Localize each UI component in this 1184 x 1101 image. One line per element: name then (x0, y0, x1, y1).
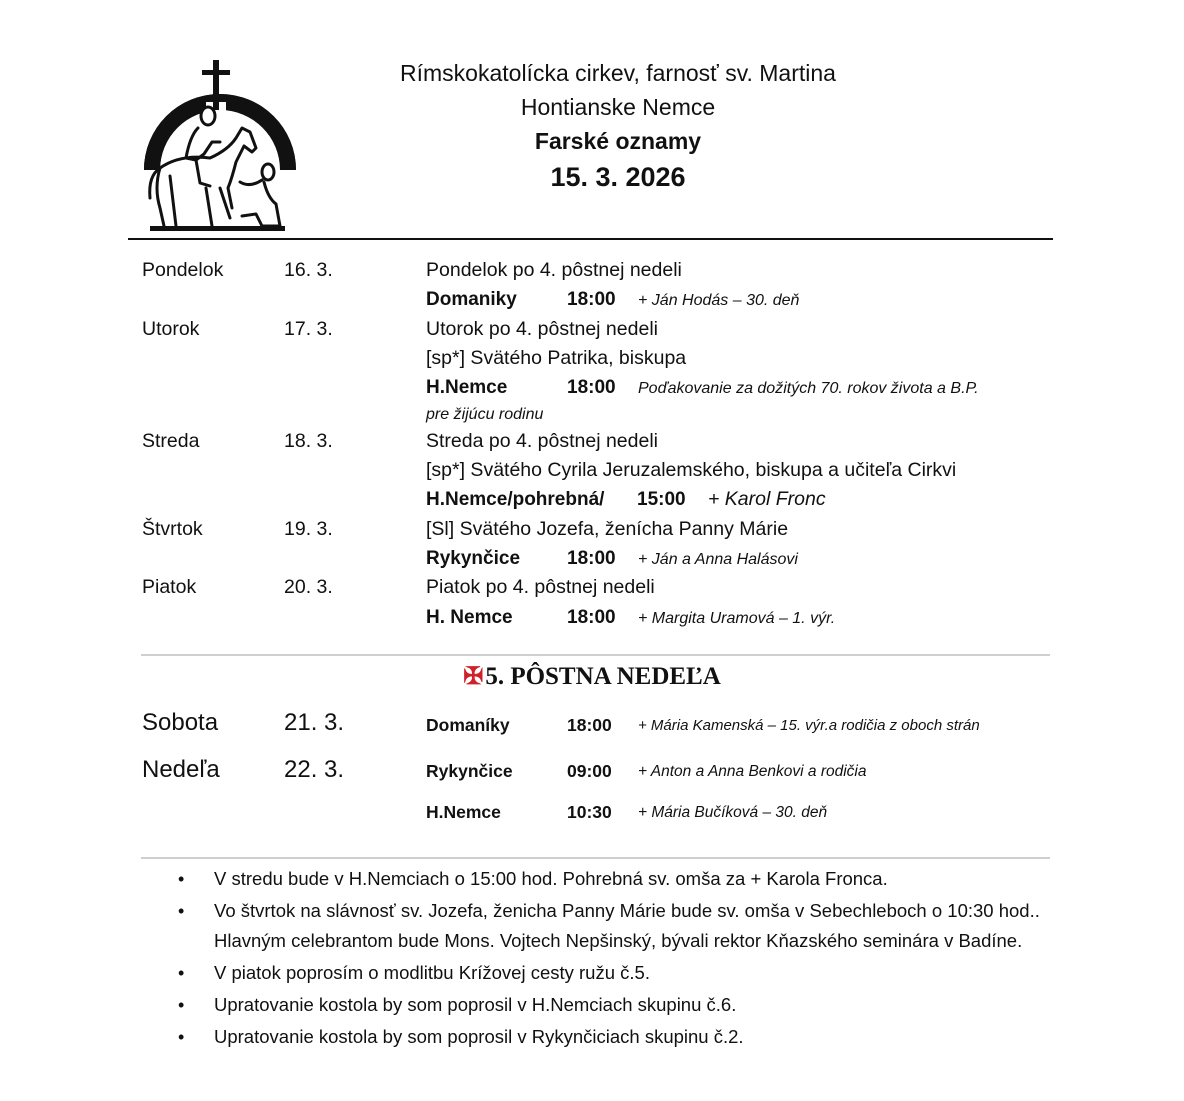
day-name: Streda (142, 430, 200, 452)
mass-intention: + Ján a Anna Halásovi (638, 551, 798, 568)
mass-intention: + Karol Fronc (708, 488, 826, 510)
mass-time: 15:00 (637, 489, 686, 510)
parish-name: Rímskokatolícka cirkev, farnosť sv. Martina (400, 60, 836, 86)
day-date: 18. 3. (284, 430, 333, 452)
parish-location: Hontianske Nemce (520, 94, 716, 120)
mass-time: 10:30 (567, 802, 612, 822)
liturgical-day: Utorok po 4. pôstnej nedeli (426, 318, 658, 340)
liturgical-day: Streda po 4. pôstnej nedeli (426, 430, 659, 452)
mass-intention: + Margita Uramová – 1. výr. (638, 610, 836, 627)
day-date: 21. 3. (284, 709, 345, 736)
day-name: Utorok (142, 318, 200, 340)
liturgical-day: Piatok po 4. pôstnej nedeli (426, 576, 655, 598)
bullet-icon: • (178, 963, 185, 983)
mass-time: 18:00 (567, 715, 612, 735)
mass-place: Rykynčice (426, 761, 513, 781)
document-title: Farské oznamy (534, 128, 702, 154)
day-date: 17. 3. (284, 318, 333, 340)
mass-intention: + Mária Bučíková – 30. deň (638, 804, 828, 821)
saint-solemnity: [Sl] Svätého Jozefa, ženícha Panny Márie (426, 518, 789, 540)
day-name: Sobota (142, 709, 219, 736)
mass-place: Domaníky (426, 715, 510, 735)
mass-place: H. Nemce (426, 607, 513, 628)
mass-time: 18:00 (567, 607, 616, 628)
saint-memorial: [sp*] Svätého Patrika, biskupa (426, 347, 687, 369)
mass-place: Domaniky (426, 289, 517, 310)
mass-intention: + Ján Hodás – 30. deň (638, 292, 800, 309)
day-name: Piatok (142, 576, 197, 598)
bullet-icon: • (178, 869, 185, 889)
day-name: Nedeľa (142, 756, 220, 783)
mass-place: H.Nemce/pohrebná/ (426, 489, 605, 510)
header-divider (128, 238, 1053, 240)
maltese-cross-icon: ✠ (463, 664, 484, 690)
mass-intention: + Mária Kamenská – 15. výr.a rodičia z oboch strán (638, 717, 980, 734)
day-date: 19. 3. (284, 518, 333, 540)
bullet-icon: • (178, 995, 185, 1015)
announcements-list (170, 864, 1060, 1054)
saint-memorial: [sp*] Svätého Cyrila Jeruzalemského, biskupa a učiteľa Cirkvi (426, 459, 957, 481)
bullet-icon: • (178, 901, 185, 921)
sunday-title: 5. PÔSTNA NEDEĽA (485, 663, 721, 690)
announcement-item: • Upratovanie kostola by som poprosil v H.Nemciach skupinu č.6. (170, 990, 1060, 1020)
announcement-item: • V stredu bude v H.Nemciach o 15:00 hod. Pohrebná sv. omša za + Karola Fronca. (170, 864, 1060, 894)
section-divider (141, 654, 1050, 656)
announcement-item: • Vo štvrtok na slávnosť sv. Jozefa, ženicha Panny Márie bude sv. omša v Sebechleboch o 10:30 hod.. Hlavným celebrantom bude Mons. Vojtech Nepšinský, bývali rektor Kňazského seminára v Badíne. (170, 896, 1060, 956)
mass-place: Rykynčice (426, 548, 521, 569)
day-name: Pondelok (142, 259, 224, 281)
day-date: 16. 3. (284, 259, 333, 281)
mass-time: 18:00 (567, 548, 616, 569)
day-date: 22. 3. (284, 756, 345, 783)
sunday-heading (0, 662, 1184, 691)
mass-intention: + Anton a Anna Benkovi a rodičia (638, 763, 867, 780)
mass-intention-continued: pre žijúcu rodinu (426, 406, 544, 423)
mass-place: H.Nemce (426, 377, 508, 398)
st-martin-logo-icon (140, 58, 300, 233)
document-date: 15. 3. 2026 (550, 162, 686, 192)
mass-time: 18:00 (567, 289, 616, 310)
announcement-item: • Upratovanie kostola by som poprosil v Rykynčiciach skupinu č.2. (170, 1022, 1060, 1052)
announcement-item: • V piatok poprosím o modlitbu Krížovej cesty ružu č.5. (170, 958, 1060, 988)
mass-intention: Poďakovanie za dožitých 70. rokov života a B.P. (638, 380, 979, 397)
day-name: Štvrtok (142, 518, 203, 540)
section-divider (141, 857, 1050, 859)
mass-time: 18:00 (567, 377, 616, 398)
bullet-icon: • (178, 1027, 185, 1047)
mass-place: H.Nemce (426, 802, 501, 822)
day-date: 20. 3. (284, 576, 333, 598)
mass-time: 09:00 (567, 761, 612, 781)
liturgical-day: Pondelok po 4. pôstnej nedeli (426, 259, 682, 281)
